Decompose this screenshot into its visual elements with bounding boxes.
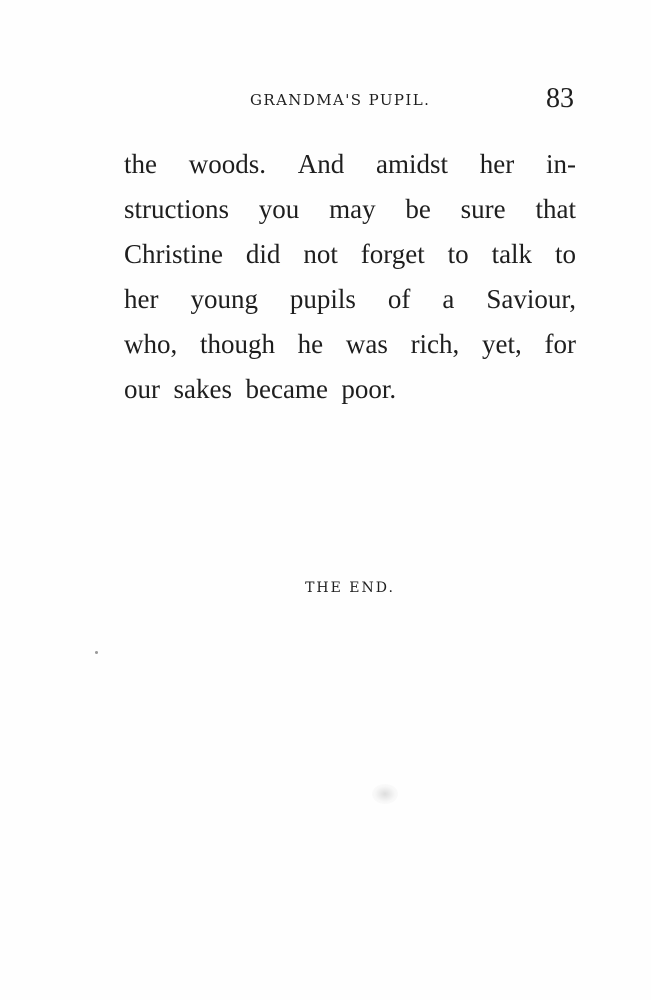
ink-speck: [95, 651, 98, 654]
page-number: 83: [546, 83, 574, 114]
word: who,: [124, 329, 178, 359]
word: a: [442, 284, 455, 314]
word: poor.: [341, 374, 397, 404]
word: may: [329, 194, 376, 224]
word: forget: [360, 239, 425, 269]
text-line: [124, 367, 576, 412]
word: pupils: [289, 284, 356, 314]
word: Christine: [124, 239, 223, 269]
text-line: [124, 277, 576, 322]
word: woods.: [188, 149, 267, 179]
word: he: [297, 329, 324, 359]
word: to: [554, 239, 576, 269]
word: though: [199, 329, 275, 359]
word: for: [544, 329, 576, 359]
word: And: [297, 149, 345, 179]
word: structions: [124, 194, 229, 224]
text-line: [124, 142, 576, 187]
word: you: [258, 194, 300, 224]
word: our: [124, 374, 160, 404]
word: became: [245, 374, 328, 404]
word: Saviour,: [486, 284, 576, 314]
word: sure: [460, 194, 506, 224]
word: was: [345, 329, 388, 359]
word: be: [405, 194, 431, 224]
word: the: [124, 149, 157, 179]
running-head: [250, 83, 580, 118]
word: did: [245, 239, 281, 269]
word: her: [124, 284, 159, 314]
word: yet,: [482, 329, 522, 359]
the-end-mark: THE END.: [305, 580, 395, 596]
text-line: [124, 187, 576, 232]
word: talk: [491, 239, 533, 269]
word: of: [387, 284, 411, 314]
word: sakes: [173, 374, 232, 404]
running-title: GRANDMA'S PUPIL.: [250, 91, 431, 109]
body-text: [124, 142, 576, 412]
word: amidst: [376, 149, 449, 179]
text-line: [124, 232, 576, 277]
word: not: [303, 239, 338, 269]
word: her: [479, 149, 515, 179]
word: in-: [546, 149, 576, 179]
text-line: [124, 322, 576, 367]
word: to: [447, 239, 469, 269]
word: that: [535, 194, 576, 224]
word: rich,: [410, 329, 460, 359]
paper-smudge: [372, 784, 398, 804]
word: young: [190, 284, 258, 314]
